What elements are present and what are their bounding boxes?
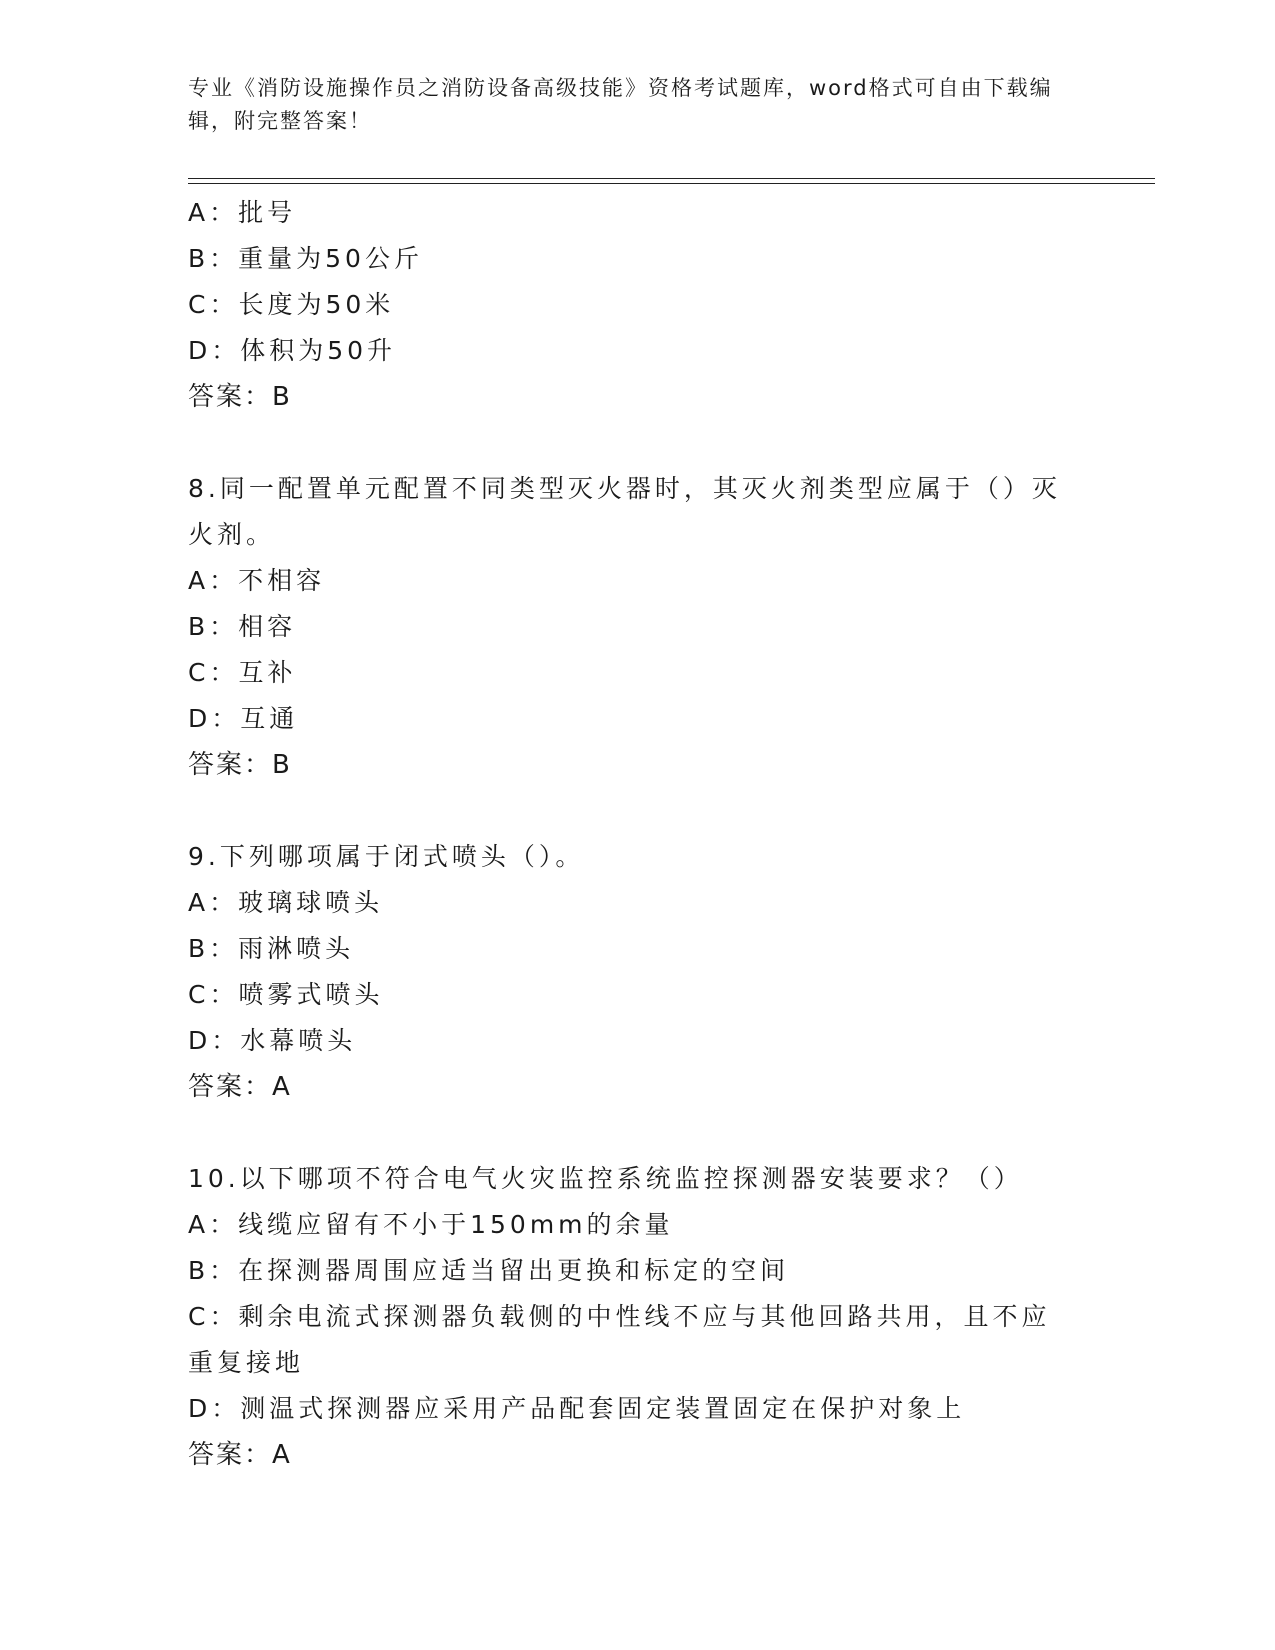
answer-line: 答案：A — [188, 1440, 292, 1470]
document-header: 专业《消防设施操作员之消防设备高级技能》资格考试题库，word格式可自由下载编辑，附完整答案！ — [188, 76, 1053, 133]
option-c: C：互补 — [188, 658, 297, 687]
question-9 — [188, 834, 1088, 1110]
option-a: A：批号 — [188, 198, 297, 227]
question-8 — [188, 466, 1088, 788]
option-d: D：体积为50升 — [188, 336, 397, 365]
header-divider-bottom — [188, 183, 1155, 184]
question-stem: 10.以下哪项不符合电气火灾监控系统监控探测器安装要求？（） — [188, 1164, 1023, 1193]
answer-line: 答案：B — [188, 382, 292, 412]
option-b: B：在探测器周围应适当留出更换和标定的空间 — [188, 1256, 790, 1285]
answer-line: 答案：A — [188, 1072, 292, 1102]
option-a: A：不相容 — [188, 566, 326, 595]
question-stem: 8.同一配置单元配置不同类型灭火器时，其灭火剂类型应属于（）灭火剂。 — [188, 474, 1061, 549]
question-list — [188, 190, 1088, 1478]
option-b: B：相容 — [188, 612, 297, 641]
option-a: A：线缆应留有不小于150mm的余量 — [188, 1210, 674, 1239]
option-b: B：重量为50公斤 — [188, 244, 423, 273]
question-10 — [188, 1156, 1088, 1478]
question-7-tail — [188, 190, 1088, 420]
option-c: C：长度为50米 — [188, 290, 395, 319]
option-c: C：喷雾式喷头 — [188, 980, 384, 1009]
option-c: C：剩余电流式探测器负载侧的中性线不应与其他回路共用，且不应重复接地 — [188, 1302, 1051, 1377]
option-d: D：互通 — [188, 704, 299, 733]
question-stem: 9.下列哪项属于闭式喷头（）。 — [188, 842, 585, 871]
option-b: B：雨淋喷头 — [188, 934, 355, 963]
option-d: D：水幕喷头 — [188, 1026, 357, 1055]
header-divider-top — [188, 178, 1155, 179]
option-d: D：测温式探测器应采用产品配套固定装置固定在保护对象上 — [188, 1394, 966, 1423]
option-a: A：玻璃球喷头 — [188, 888, 384, 917]
answer-line: 答案：B — [188, 750, 292, 780]
